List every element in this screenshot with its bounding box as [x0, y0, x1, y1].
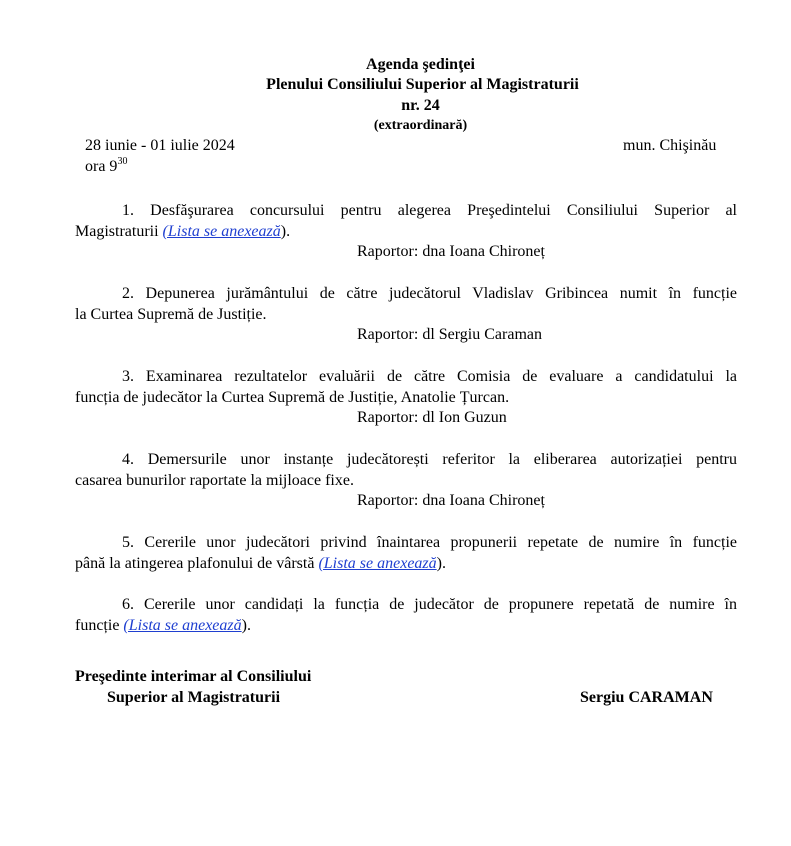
rapporteur: Raportor: dna Ioana Chironeț [357, 492, 545, 509]
time-minutes: 30 [117, 156, 128, 167]
signatory-name: Sergiu CARAMAN [580, 689, 713, 706]
agenda-item-text: funcția de judecător la Curtea Supremă de Justiție, Anatolie Țurcan. [75, 389, 510, 406]
agenda-item-5 [75, 532, 737, 574]
agenda-type: (extraordinară) [373, 118, 468, 133]
agenda-item-text: 6. Cererile unor candidați la funcția de judecător de propunere repetată de numire în [122, 596, 737, 613]
agenda-number: nr. 24 [401, 97, 440, 114]
agenda-item-text: funcție [75, 617, 124, 634]
meeting-time [85, 158, 127, 176]
agenda-item-text: ). [436, 555, 446, 572]
agenda-item-2 [75, 283, 737, 325]
time-label: ora 9 [85, 158, 118, 175]
agenda-item-text: până la atingerea plafonului de vârstă [75, 555, 319, 572]
agenda-item-text: casarea bunurilor raportate la mijloace fixe. [75, 472, 354, 489]
annex-list-link[interactable]: (Lista se anexează [123, 617, 242, 634]
agenda-title: Agenda şedinţei [366, 56, 475, 73]
agenda-item-text: la Curtea Supremă de Justiție. [75, 306, 267, 323]
agenda-item-text: Magistraturii [75, 223, 163, 240]
agenda-item-text: 4. Demersurile unor instanțe judecătorești referitor la eliberarea autorizației pentru [122, 451, 737, 468]
signatory-role-line1: Preşedinte interimar al Consiliului [75, 668, 312, 685]
annex-list-link[interactable]: (Lista se anexează [318, 555, 437, 572]
signatory-role-line2: Superior al Magistraturii [107, 689, 281, 706]
agenda-item-3 [75, 366, 737, 408]
agenda-subtitle: Plenului Consiliului Superior al Magistraturii [266, 76, 579, 93]
rapporteur: Raportor: dl Ion Guzun [357, 409, 507, 426]
annex-list-link[interactable]: (Lista se anexează [162, 223, 281, 240]
agenda-item-1 [75, 200, 737, 242]
agenda-item-text: ). [241, 617, 251, 634]
meeting-location: mun. Chişinău [623, 137, 717, 154]
agenda-item-text: 1. Desfăşurarea concursului pentru alegerea Preşedintelui Consiliului Superior al [122, 202, 737, 219]
rapporteur: Raportor: dl Sergiu Caraman [357, 326, 542, 343]
agenda-item-text: 2. Depunerea jurământului de către judecătorul Vladislav Gribincea numit în funcție [122, 285, 737, 302]
rapporteur: Raportor: dna Ioana Chironeț [357, 243, 545, 260]
agenda-item-6 [75, 594, 737, 636]
meeting-date: 28 iunie - 01 iulie 2024 [85, 137, 235, 154]
agenda-item-4 [75, 449, 737, 491]
agenda-item-text: 3. Examinarea rezultatelor evaluării de către Comisia de evaluare a candidatului la [122, 368, 737, 385]
agenda-item-text: ). [280, 223, 291, 240]
agenda-item-text: 5. Cererile unor judecători privind înaintarea propunerii repetate de numire în funcție [122, 534, 737, 551]
